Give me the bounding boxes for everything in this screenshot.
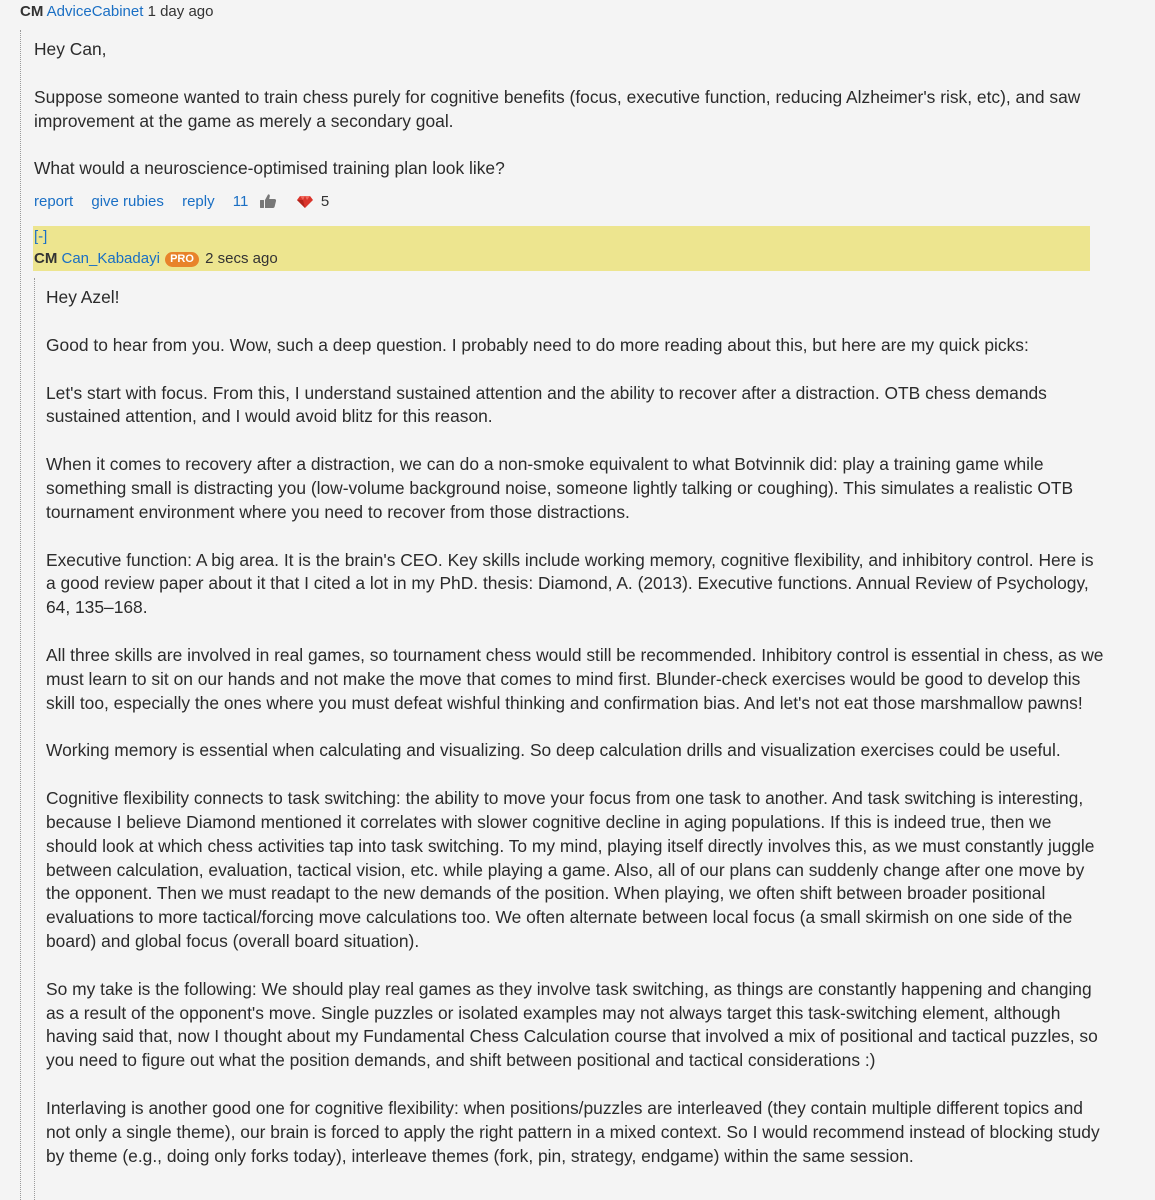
comment-paragraph: What would a neuroscience-optimised training plan look like? [34, 158, 505, 179]
thread-line [20, 30, 21, 1200]
reply-time: 2 secs ago [205, 250, 278, 267]
username-link[interactable]: Can_Kabadayi [61, 250, 160, 267]
ruby-count: 5 [320, 193, 330, 210]
ruby-icon [297, 193, 313, 215]
reply-paragraph: Let's start with focus. From this, I understand sustained attention and the ability to recover after a distraction. OTB chess demands sustained attention, and I would avoid blitz for this reason. [46, 382, 1047, 427]
reply-paragraph: All three skills are involved in real games, so tournament chess would still be recommended. Inhibitory control is essential in chess, as we must learn to sit on our hands and not make the move that comes to mind first. Blunder-check exercises would be good to develop this skill too, especially the ones where you must defeat wishful thinking and confirmation bias. And let's not eat those marshmallow pawns! [46, 644, 1104, 713]
reply-body [46, 286, 1106, 1192]
reply-paragraph: Interlaving is another good one for cognitive flexibility: when positions/puzzles are interleaved (they contain multiple different topics and not only a single theme), our brain is forced to apply the right pattern in a mixed context. So I would recommend instead of blocking study by theme (e.g., doing only forks today), interleave themes (fork, pin, strategy, endgame) within the same session. [46, 1097, 1100, 1166]
comment-time: 1 day ago [147, 3, 214, 20]
comment-body [34, 38, 1094, 205]
reply-paragraph: Executive function: A big area. It is the brain's CEO. Key skills include working memory, cognitive flexibility, and inhibitory control. Here is a good review paper about it that I cited a lot in my PhD. thesis: Diamond, A. (2013). Executive functions. Annual Review of Psychology, 64, 135–168. [46, 549, 1094, 618]
collapse-toggle[interactable]: [-] [34, 228, 48, 245]
report-link[interactable]: report [34, 193, 74, 210]
comment-actions [34, 191, 329, 216]
reply-paragraph: Good to hear from you. Wow, such a deep question. I probably need to do more reading about this, but here are my quick picks: [46, 334, 1029, 355]
user-title: CM [34, 250, 58, 267]
like-count: 11 [232, 193, 249, 210]
thumbs-up-icon[interactable] [259, 193, 277, 216]
reply-paragraph: Working memory is essential when calculating and visualizing. So deep calculation drills and visualization exercises could be useful. [46, 740, 1061, 761]
comment-paragraph: Hey Can, [34, 39, 107, 59]
reply-link[interactable]: reply [182, 193, 215, 210]
give-rubies-link[interactable]: give rubies [91, 193, 164, 210]
reply-paragraph: Cognitive flexibility connects to task switching: the ability to move your focus from one task to another. And task switching is interesting, because I believe Diamond mentioned it correlates with slower cognitive decline in aging populations. If this is indeed true, then we should look at which chess activities tap into task switching. To my mind, playing itself directly involves this, as we must constantly juggle between calculation, evaluation, tactical vision, etc. while playing a game. Also, all of our plans can suddenly change after one move by the opponent. Then we must readapt to the new demands of the position. When playing, we often shift between broader positional evaluations to more tactical/forcing move calculations too. We often alternate between local focus (a small skirmish on one side of the board) and global focus (overall board situation). [46, 788, 1095, 951]
comment-paragraph: Suppose someone wanted to train chess purely for cognitive benefits (focus, executive function, reducing Alzheimer's risk, etc), and saw improvement at the game as merely a secondary goal. [34, 86, 1081, 131]
reply-thread-line [34, 278, 35, 1200]
reply-header [34, 248, 278, 270]
user-title: CM [20, 3, 44, 20]
reply-paragraph: Hey Azel! [46, 287, 120, 307]
reply-paragraph: When it comes to recovery after a distraction, we can do a non-smoke equivalent to what Botvinnik did: play a training game while something small is distracting you (low-volume background noise, someone lightly talking or coughing). This simulates a realistic OTB tournament environment where you need to recover from those distractions. [46, 454, 1074, 522]
username-link[interactable]: AdviceCabinet [46, 3, 144, 20]
pro-badge: PRO [165, 252, 199, 267]
reply-paragraph: So my take is the following: We should play real games as they involve task switching, as things are constantly happening and changing as a result of the opponent's move. Single puzzles or isolated examples may not always target this task-switching element, although having said that, now I thought about my Fundamental Chess Calculation course that involved a mix of positional and tactical puzzles, so you need to figure out what the position demands, and shift between positional and tactical considerations :) [46, 978, 1098, 1071]
comment-header [20, 1, 213, 23]
